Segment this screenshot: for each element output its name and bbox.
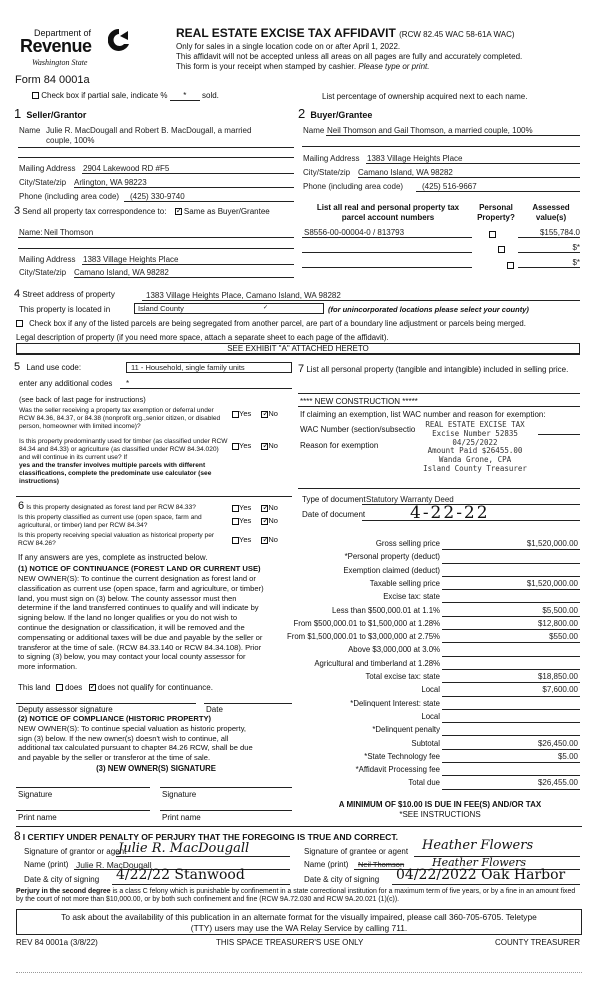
does-label: does: [64, 683, 83, 692]
assessed-value-col-header: Assessed value(s): [532, 203, 570, 222]
assessed-value-2[interactable]: $*: [572, 243, 580, 252]
calc-row: [296, 737, 582, 750]
correspondence-address[interactable]: 1383 Village Heights Place: [83, 255, 179, 264]
personal-property-text: List all personal property (tangible and intangible) included in selling price.: [306, 365, 569, 374]
same-as-buyer-checkbox[interactable]: [175, 208, 182, 215]
deputy-assessor-label: Deputy assessor signature: [18, 705, 113, 714]
additional-codes-value[interactable]: *: [126, 379, 130, 388]
legal-description-value: SEE EXHIBIT "A" ATTACHED HERETO: [227, 344, 369, 353]
section-7-number: 7: [298, 363, 305, 375]
q6a-yes-checkbox[interactable]: [232, 505, 239, 512]
any-yes-instruction: If any answers are yes, complete as instructed below.: [18, 553, 208, 562]
q-timber-agriculture-bold: yes and the transfer involves multiple parcels with different classifications, complete the predominate use calculator (see instructions): [19, 462, 212, 485]
q6c-no-checkbox[interactable]: [261, 537, 268, 544]
personal-property-label: [298, 364, 580, 375]
q6c-yes-checkbox[interactable]: [232, 537, 239, 544]
grantor-date-label: Date & city of signing: [24, 875, 100, 884]
correspondence-city-label: City/State/zip: [19, 268, 67, 277]
county-treasurer: COUNTY TREASURER: [494, 938, 580, 947]
treasurer-use-only: THIS SPACE TREASURER'S USE ONLY: [216, 938, 364, 947]
revision-number: REV 84 0001a (3/8/22): [16, 938, 98, 947]
q-exemption-deferral: Was the seller receiving a property tax exemption or deferral under RCW 84.36, 84.37, or 84.38 (nonprofit org.,senior citizen, or disabled person, homeowner with limited income)?: [19, 407, 221, 430]
revenue-text: Revenue: [20, 36, 92, 56]
street-label-row: [14, 288, 115, 300]
calc-row-label: Total excise tax: state: [365, 672, 440, 681]
calc-row-label: Local: [421, 711, 440, 721]
certify-text: I CERTIFY UNDER PENALTY OF PERJURY THAT THE FOREGOING IS TRUE AND CORRECT.: [22, 832, 399, 842]
notice-compliance-title: (2) NOTICE OF COMPLIANCE (HISTORIC PROPERTY): [18, 714, 212, 723]
stamp-line-4: Amount Paid $26455.00: [427, 446, 523, 456]
subtitle-3-italic: Please type or print.: [358, 62, 430, 71]
calc-row: [296, 750, 582, 763]
correspondence-name-label: Name:: [19, 228, 43, 237]
doc-type-value[interactable]: Statutory Warranty Deed: [366, 495, 454, 504]
notice1-line-2: classification as current use (open space, farm and agriculture, or timber): [18, 583, 264, 593]
minimum-fee-notice: A MINIMUM OF $10.00 IS DUE IN FEE(S) AND/OR TAX: [338, 800, 542, 809]
q2-yes-label: Yes: [239, 441, 252, 450]
section-5-number: 5: [14, 361, 21, 373]
buyer-address-label: Mailing Address: [303, 154, 360, 163]
stamp-line-2: Excise Number 52835: [432, 428, 518, 438]
ownership-instruction: List percentage of ownership acquired next to each name.: [322, 92, 528, 101]
land-use-label: Land use code:: [26, 363, 82, 372]
stamp-line-3: 04/25/2022: [452, 437, 498, 447]
q6a-no-label: No: [268, 503, 278, 512]
buyer-city[interactable]: Camano Island, WA 98282: [358, 168, 453, 177]
accessibility-notice: [16, 909, 582, 935]
section-3-number: 3: [14, 205, 21, 217]
grantor-name-label: Name (print): [24, 860, 69, 869]
perjury-notice: [16, 888, 582, 904]
section-6-number: 6: [18, 500, 25, 512]
assessed-value-3[interactable]: $*: [572, 258, 580, 267]
notice1-line-3: land, you must sign on (3) below. The county assessor must then: [18, 593, 237, 603]
buyer-heading-text: Buyer/Grantee: [310, 110, 373, 120]
does-checkbox[interactable]: [56, 684, 63, 691]
correspondence-address-label: Mailing Address: [19, 255, 76, 264]
calc-row-label: Above $3,000,000 at 3.0%: [348, 645, 440, 655]
seller-heading: [14, 106, 86, 121]
partial-sale-checkbox[interactable]: [32, 92, 39, 99]
notice2-line-2: sign (3) below. If the new owner(s) doesn't wish to continue, all: [18, 733, 229, 743]
personal-property-col-header: Personal Property?: [477, 203, 515, 222]
calc-row-label: *State Technology fee: [364, 751, 440, 761]
county-select-value: Island County: [138, 304, 184, 313]
notice1-line-1: NEW OWNER(S): To continue the current designation as forest land or: [18, 574, 256, 583]
q2-yes-no: [232, 441, 278, 450]
grantee-name[interactable]: Heather Flowers: [432, 856, 527, 869]
legal-description-label: Legal description of property (if you need more space, attach a separate sheet to each page of the affidavit).: [16, 333, 389, 342]
land-use-select[interactable]: [126, 362, 292, 373]
calc-row-label: From $1,500,000.01 to $3,000,000 at 2.75%: [286, 632, 440, 642]
buyer-city-label: City/State/zip: [303, 168, 351, 177]
calc-row-value[interactable]: $550.00: [549, 632, 578, 642]
notice2-line-4: and payable by the seller or transferor at the time of sale.: [18, 752, 211, 762]
grantor-name[interactable]: Julie R. MacDougall: [76, 860, 152, 870]
q1-no-checkbox[interactable]: [261, 411, 268, 418]
form-title-main: REAL ESTATE EXCISE TAX AFFIDAVIT: [176, 26, 396, 40]
land-use-value: 11 - Household, single family units: [131, 363, 245, 372]
seller-phone-label: Phone (including area code): [19, 192, 120, 201]
form-title-rcw: (RCW 82.45 WAC 58-61A WAC): [399, 30, 515, 39]
calc-row-value[interactable]: $26,450.00: [537, 738, 578, 748]
correspondence-name[interactable]: Neil Thomson: [44, 228, 94, 237]
notice1-line-7: compensating or additional taxes will be due and payable by the seller or: [18, 632, 263, 642]
calc-row-label: *Delinquent Interest: state: [350, 698, 440, 708]
buyer-address[interactable]: 1383 Village Heights Place: [367, 154, 463, 163]
grantee-signature[interactable]: Heather Flowers: [422, 838, 534, 853]
subtitle-2: This affidavit will not be accepted unless all areas on all pages are fully and accurately completed.: [176, 52, 523, 61]
new-construction: **** NEW CONSTRUCTION *****: [300, 397, 418, 406]
calc-row-label: Gross selling price: [375, 539, 440, 548]
q6b-yes-no: [232, 516, 278, 525]
subtitle-1: Only for sales in a single location code on or after April 1, 2022.: [176, 42, 401, 51]
q6a-yes-label: Yes: [239, 503, 252, 512]
county-note: (for unincorporated locations please select your county): [328, 305, 529, 314]
seller-name-label: Name: [19, 126, 41, 135]
calc-row-label: *Personal property (deduct): [344, 552, 440, 562]
land-use-label-row: [14, 361, 81, 373]
calc-row-label: From $500,000.01 to $1,500,000 at 1.28%: [293, 618, 440, 628]
q-forest-land-text: Is this property designated as forest land per RCW 84.33?: [26, 504, 196, 511]
correspondence-city[interactable]: Camano Island, WA 98282: [74, 268, 169, 277]
q6c-yes-label: Yes: [239, 535, 252, 544]
section-2-number: 2: [298, 106, 306, 121]
calc-row-label: Taxable selling price: [369, 578, 440, 588]
partial-sale-row: [32, 91, 219, 101]
calc-row: [296, 710, 582, 723]
personal-property-checkbox-2[interactable]: [498, 246, 505, 253]
calc-row-label: Excise tax: state: [383, 592, 440, 602]
form-title: [176, 26, 515, 40]
this-land-row: [18, 683, 213, 692]
calc-row: [296, 723, 582, 736]
calc-row-value[interactable]: $12,800.00: [537, 618, 578, 628]
q6b-no-label: No: [268, 516, 278, 525]
seller-city[interactable]: Arlington, WA 98223: [74, 178, 147, 187]
reason-label: Reason for exemption: [300, 441, 379, 450]
calc-row: [296, 763, 582, 776]
notice1-line-6: continue the designation or classification, it will be removed and the: [18, 622, 245, 632]
parcel-number-1[interactable]: S8556-00-00004-0 / 813793: [304, 228, 405, 237]
new-owner-signature-title: (3) NEW OWNER(S) SIGNATURE: [96, 764, 216, 773]
section-4-number: 4: [14, 288, 21, 300]
calc-row-value[interactable]: $26,455.00: [537, 778, 578, 788]
q1-no-label: No: [268, 409, 278, 418]
calc-row: [286, 630, 582, 643]
q6a-yes-no: [232, 503, 278, 512]
q6a-no-checkbox[interactable]: [261, 505, 268, 512]
buyer-phone-label: Phone (including area code): [303, 182, 404, 191]
parcel-col-header: List all real and personal property tax parcel account numbers: [316, 203, 460, 222]
buyer-name[interactable]: Neil Thomson and Gail Thomson, a married couple, 100%: [327, 126, 533, 135]
q6c-no-label: No: [268, 535, 278, 544]
notice-continuance-title: (1) NOTICE OF CONTINUANCE (FOREST LAND OR CURRENT USE): [18, 564, 261, 573]
see-back-instructions: (see back of last page for instructions): [19, 395, 146, 404]
form-number: Form 84 0001a: [15, 74, 90, 86]
calc-row-value[interactable]: $7,600.00: [542, 685, 578, 695]
calc-row: [296, 564, 582, 577]
exemption-label: If claiming an exemption, list WAC number and reason for exemption:: [300, 410, 546, 419]
located-label: This property is located in: [19, 305, 111, 314]
perjury-text: is a class C felony which is punishable by confinement in a state correctional institution for a maximum term of five years, or by a fine in an amount fixed by the court of not more than $10,000.00, or by both such confinement and fine (RCW 9A.72.030 and RCW 9A.20.021 (1)(c)).: [16, 888, 576, 904]
dor-logo-icon: [108, 28, 130, 54]
same-as-buyer-label: Same as Buyer/Grantee: [183, 207, 270, 216]
section-1-number: 1: [14, 106, 22, 121]
owner-print-name-label-2: Print name: [162, 813, 201, 822]
q2-no-label: No: [268, 441, 278, 450]
calc-row-label: Local: [421, 685, 440, 695]
accessibility-line-2: (TTY) users may use the WA Relay Service by calling 711.: [190, 923, 408, 933]
personal-property-checkbox-3[interactable]: [507, 262, 514, 269]
grantee-date-city[interactable]: 04/22/2022 Oak Harbor: [396, 867, 566, 883]
seller-name-line2[interactable]: couple, 100%: [46, 136, 95, 145]
grantee-name-label: Name (print): [304, 860, 349, 869]
assessed-value-1[interactable]: $155,784.0: [539, 228, 580, 237]
legal-description-box[interactable]: [16, 343, 580, 354]
calc-row-value[interactable]: $5.00: [557, 751, 578, 761]
calc-row: [296, 776, 582, 789]
subtitle-3: [176, 62, 429, 71]
calc-row: [296, 657, 582, 670]
dor-logo: [14, 26, 164, 71]
calc-row: [296, 670, 582, 683]
q-current-use: Is this property classified as current use (open space, farm and agricultural, or timber) land per RCW 84.34?: [18, 514, 202, 529]
grantor-date-city[interactable]: 4/22/22 Stanwood: [116, 867, 245, 883]
notice1-line-10: more information.: [18, 662, 78, 672]
this-land-label: This land: [18, 683, 51, 692]
calc-row: [296, 697, 582, 710]
calc-row: [296, 550, 582, 563]
washington-state-text: Washington State: [32, 58, 88, 67]
personal-property-checkbox-1[interactable]: [489, 231, 496, 238]
q-historical: Is this property receiving special valuation as historical property per RCW 84.26?: [18, 532, 215, 547]
wac-label: WAC Number (section/subsectio: [300, 425, 416, 434]
q6c-yes-no: [232, 535, 278, 544]
calc-row: [296, 683, 582, 696]
q2-yes-checkbox[interactable]: [232, 443, 239, 450]
notice1-line-5: signing below. If the land no longer qualifies or you do not wish to: [18, 613, 238, 623]
q6b-yes-checkbox[interactable]: [232, 518, 239, 525]
segregated-row: [16, 319, 526, 328]
seller-name-line1[interactable]: Julie R. MacDougall and Robert B. MacDougall, a married: [46, 126, 252, 135]
treasurer-stamp: [408, 421, 542, 474]
calc-row-value[interactable]: $18,850.00: [537, 672, 578, 681]
partial-sale-label: Check box if partial sale, indicate %: [41, 91, 168, 100]
doc-date-value[interactable]: 4-22-22: [410, 503, 490, 523]
grantee-date-label: Date & city of signing: [304, 875, 380, 884]
correspondence-row: [14, 205, 270, 217]
stamp-line-1: REAL ESTATE EXCISE TAX: [425, 420, 525, 429]
notice2-line-1: NEW OWNER(S): To continue special valuation as historic property,: [18, 724, 247, 733]
segregated-text: Check box if any of the listed parcels are being segregated from another parcel, are part of a boundary line adjustment or parcels being merged.: [29, 319, 526, 328]
partial-sale-value[interactable]: *: [170, 91, 200, 101]
q6b-no-checkbox[interactable]: [261, 518, 268, 525]
calc-row: [296, 604, 582, 617]
q1-yes-no: [232, 409, 278, 418]
calc-row: [296, 577, 582, 590]
correspondence-label: Send all property tax correspondence to:: [22, 207, 167, 216]
notice2-line-3: additional tax calculated pursuant to chapter 84.26 RCW, shall be due: [18, 743, 253, 753]
section-8-number: 8: [14, 829, 21, 843]
grantee-signature-label: Signature of grantee or agent: [304, 847, 409, 856]
calc-row-underline: [442, 789, 580, 790]
calc-row-label: Total due: [408, 778, 440, 788]
notice-continuance-body: [18, 574, 294, 672]
street-address[interactable]: 1383 Village Heights Place, Camano Island, WA 98282: [146, 291, 341, 300]
calc-row-label: Agricultural and timberland at 1.28%: [314, 658, 440, 668]
buyer-heading: [298, 106, 372, 121]
stamp-line-5: Wanda Grone, CPA: [438, 455, 512, 465]
calc-row-value[interactable]: $1,520,000.00: [526, 578, 578, 588]
see-instructions: *SEE INSTRUCTIONS: [399, 810, 481, 819]
seller-phone[interactable]: (425) 330-9740: [130, 192, 185, 201]
doc-date-label: Date of document: [302, 510, 366, 519]
seller-address[interactable]: 2904 Lakewood RD #F5: [83, 164, 170, 173]
calc-row-value[interactable]: $1,520,000.00: [526, 539, 578, 548]
seller-city-label: City/State/zip: [19, 178, 67, 187]
segregated-checkbox[interactable]: [16, 320, 23, 327]
buyer-phone[interactable]: (425) 516-9667: [422, 182, 477, 191]
q6b-yes-label: Yes: [239, 516, 252, 525]
owner-signature-label-1: Signature: [18, 790, 53, 799]
additional-codes-label: enter any additional codes: [19, 379, 113, 388]
calc-row: [296, 537, 582, 550]
does-not-checkbox[interactable]: [89, 684, 96, 691]
chevron-down-icon: ✓: [263, 305, 269, 311]
calc-row-label: Less than $500,000.01 at 1.1%: [332, 605, 440, 615]
notice1-line-8: transferor at the time of sale. (RCW 84.33.140 or RCW 84.34.108). Prior: [18, 642, 262, 652]
grantee-name-struck: Neil Thomson: [358, 860, 405, 869]
deputy-date-label: Date: [206, 705, 223, 714]
buyer-name-label: Name: [303, 126, 325, 135]
notice1-line-4: determine if the land transferred continues to qualify and will indicate by: [18, 603, 259, 613]
calc-row-label: Subtotal: [411, 738, 440, 748]
stamp-line-6: Island County Treasurer: [423, 463, 527, 473]
q-forest-land: [18, 500, 230, 512]
grantor-signature-label: Signature of grantor or agent: [24, 847, 127, 856]
q-timber-agriculture: Is this property predominantly used for timber (as classified under RCW 84.34 and 84.33) or agriculture (as classified under RCW 84.34.020) and will continue in its current use? If: [19, 438, 228, 461]
q1-yes-checkbox[interactable]: [232, 411, 239, 418]
notice1-line-9: to signing (3) below, you may contact your local county assessor for: [18, 652, 246, 662]
notice-compliance-body: [18, 724, 294, 762]
seller-heading-text: Seller/Grantor: [26, 110, 87, 120]
seller-address-label: Mailing Address: [19, 164, 76, 173]
perjury-bold: Perjury in the second degree: [16, 888, 111, 895]
owner-print-name-label-1: Print name: [18, 813, 57, 822]
calc-row: [296, 643, 582, 656]
calc-row: [293, 617, 582, 630]
q1-yes-label: Yes: [239, 409, 252, 418]
dept-of-text: Department of: [34, 28, 92, 38]
calc-row-label: *Affidavit Processing fee: [355, 765, 440, 775]
calc-row-label: Exemption claimed (deduct): [343, 565, 440, 575]
partial-sale-sold: sold.: [202, 91, 219, 100]
q2-no-checkbox[interactable]: [261, 443, 268, 450]
grantor-signature[interactable]: Julie R. MacDougall: [118, 841, 250, 856]
subtitle-3-text: This form is your receipt when stamped by cashier.: [176, 62, 357, 71]
calc-row: [296, 590, 582, 603]
owner-signature-label-2: Signature: [162, 790, 197, 799]
county-select[interactable]: [134, 303, 324, 314]
street-label: Street address of property: [22, 290, 115, 299]
calc-row-value[interactable]: $5,500.00: [542, 605, 578, 615]
calc-row-label: *Delinquent penalty: [372, 725, 440, 735]
does-not-label: does not qualify for continuance.: [97, 683, 213, 692]
accessibility-line-1: To ask about the availability of this publication in an alternate format for the visually impaired, please call 360-705-6705. Teletype: [61, 912, 537, 922]
doc-type-label: Type of document: [302, 495, 366, 504]
